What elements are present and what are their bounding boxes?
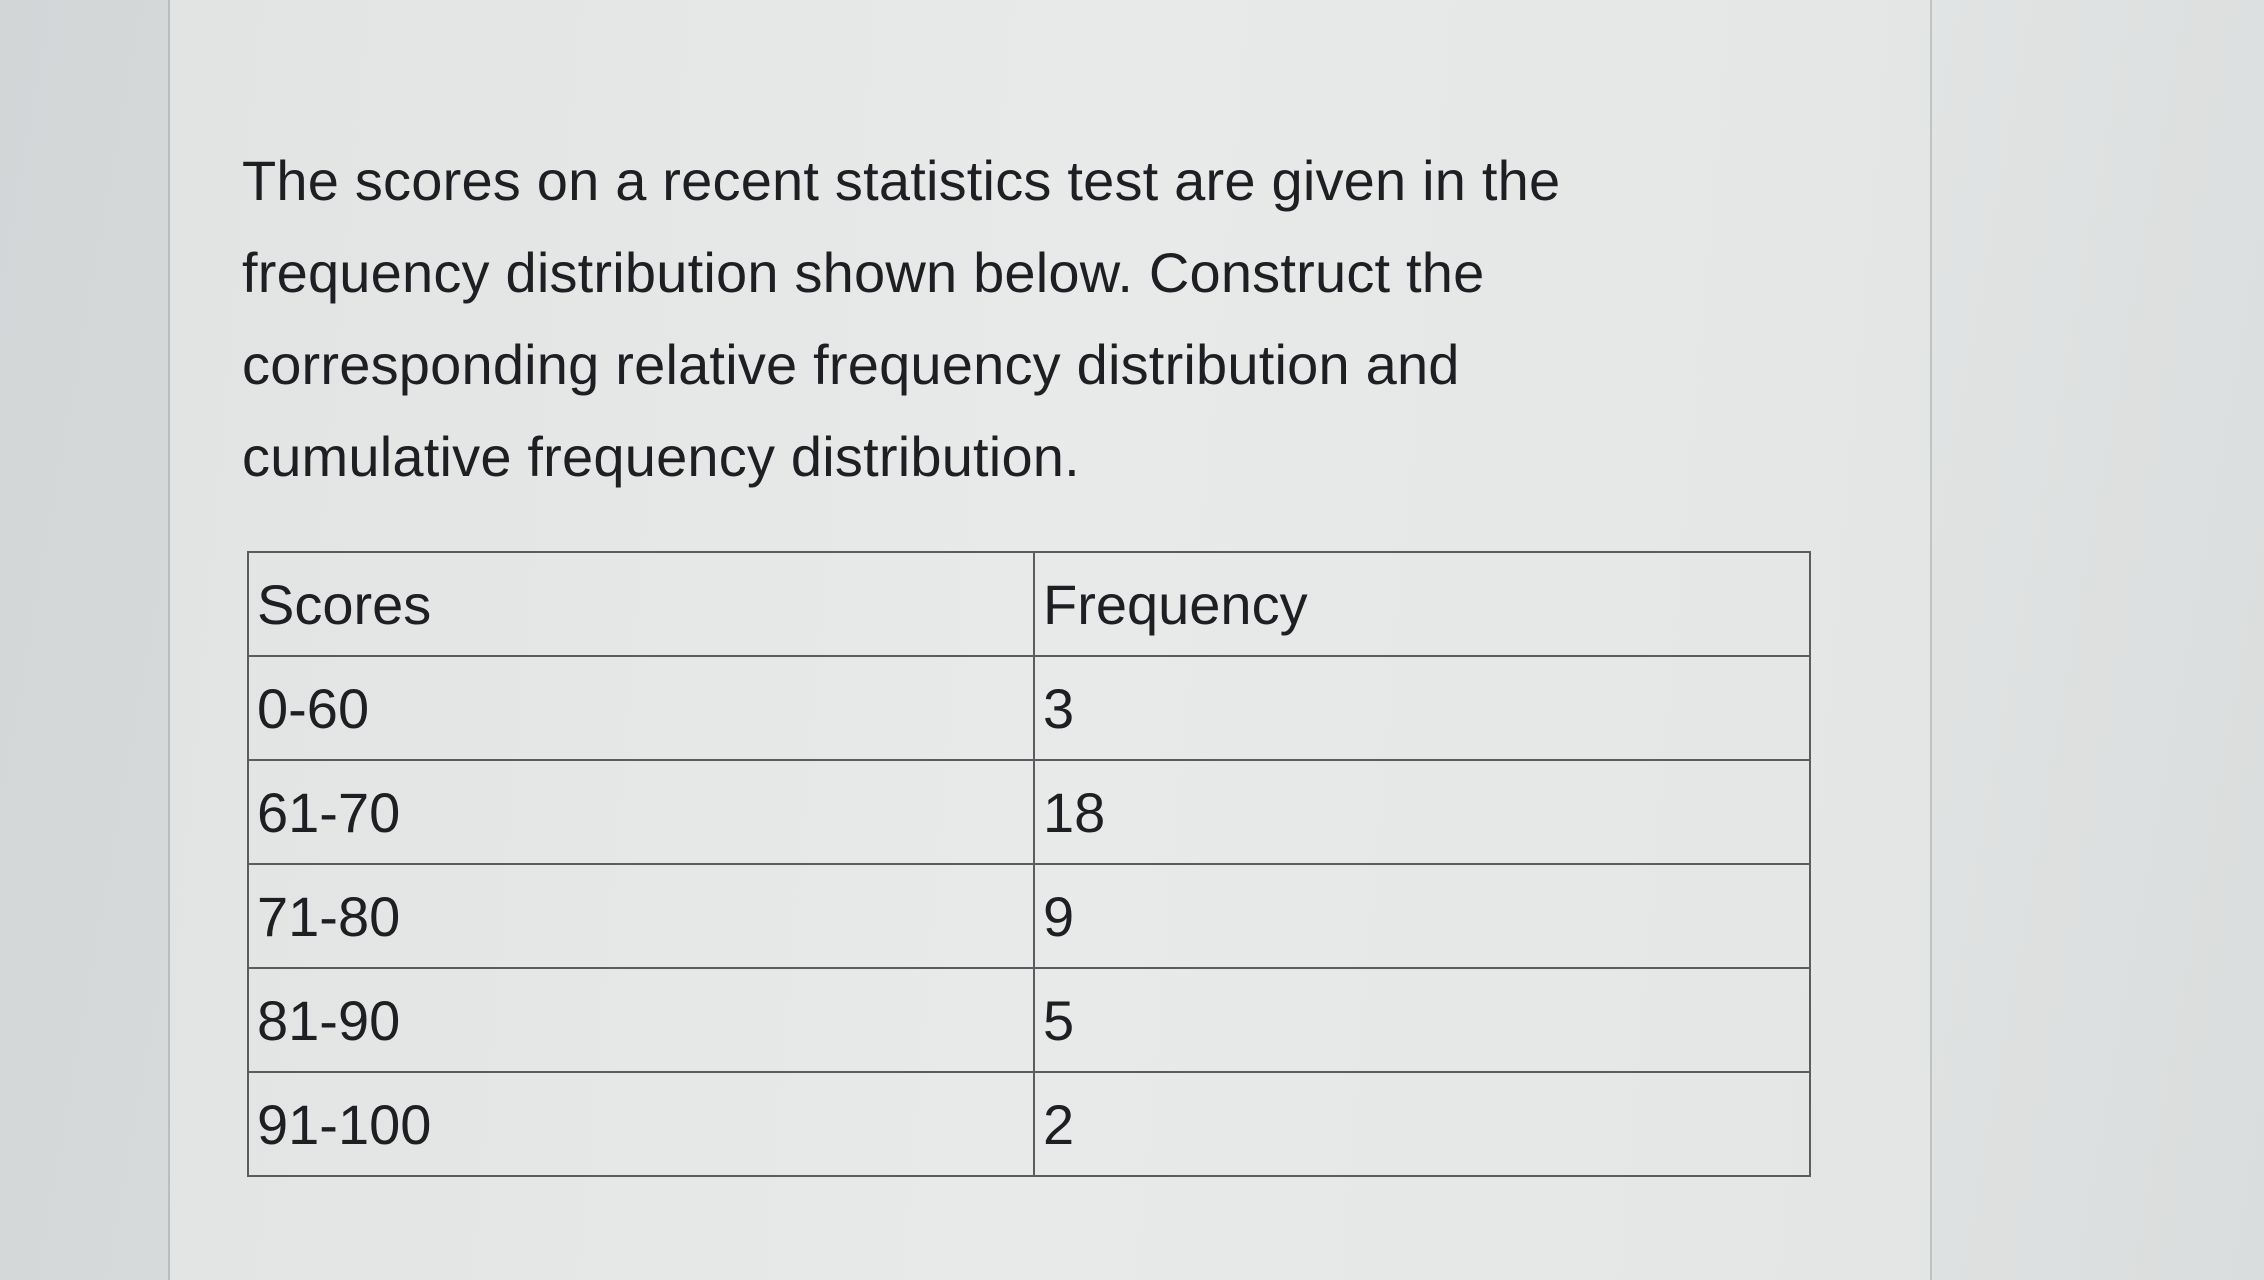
frequency-cell: 3 <box>1034 656 1810 760</box>
table-row <box>248 864 1810 968</box>
score-cell: 71-80 <box>248 864 1034 968</box>
frequency-cell: 18 <box>1034 760 1810 864</box>
score-cell: 0-60 <box>248 656 1034 760</box>
question-line: The scores on a recent statistics test are given in the <box>242 149 1561 212</box>
table-header-row <box>248 552 1810 656</box>
score-cell: 91-100 <box>248 1072 1034 1176</box>
table-row <box>248 1072 1810 1176</box>
table-row <box>248 656 1810 760</box>
question-text <box>242 135 1692 503</box>
frequency-cell: 9 <box>1034 864 1810 968</box>
score-cell: 61-70 <box>248 760 1034 864</box>
question-line: frequency distribution shown below. Construct the <box>242 241 1485 304</box>
header-scores: Scores <box>248 552 1034 656</box>
table-row <box>248 760 1810 864</box>
table-row <box>248 968 1810 1072</box>
question-line: cumulative frequency distribution. <box>242 425 1080 488</box>
question-line: corresponding relative frequency distribution and <box>242 333 1460 396</box>
header-frequency: Frequency <box>1034 552 1810 656</box>
frequency-cell: 5 <box>1034 968 1810 1072</box>
score-cell: 81-90 <box>248 968 1034 1072</box>
frequency-table <box>247 551 1811 1177</box>
frequency-cell: 2 <box>1034 1072 1810 1176</box>
